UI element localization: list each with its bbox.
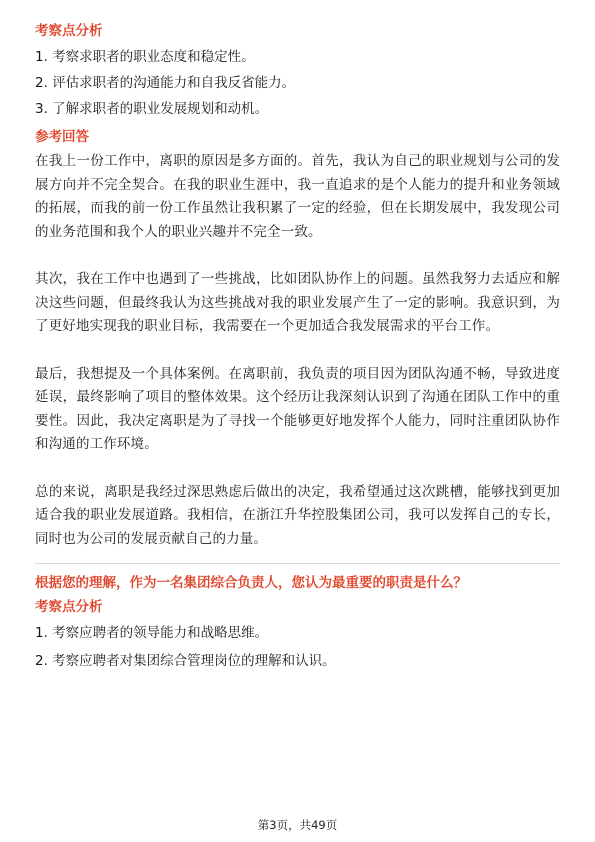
analysis-item-2: 2. 评估求职者的沟通能力和自我反省能力。 [35,75,296,91]
answer-paragraph-3: 最后，我想提及一个具体案例。在离职前，我负责的项目因为团队沟通不畅，导致进度延误，最终影响了项目的整体效果。这个经历让我深刻认识到了沟通在团队工作中的重要性。因此，我决定离职是为了寻找一个能够更好地发挥个人能力，同时注重团队协作和沟通的工作环境。 [35,365,560,452]
analysis2-item-1: 1. 考察应聘者的领导能力和战略思维。 [35,625,269,641]
document-page [35,22,560,670]
analysis2-item-2: 2. 考察应聘者对集团综合管理岗位的理解和认识。 [35,653,336,669]
question-title: 根据您的理解，作为一名集团综合负责人，您认为最重要的职责是什么？ [35,575,467,591]
analysis-item-3: 3. 了解求职者的职业发展规划和动机。 [35,101,269,117]
answer-paragraph-4: 总的来说，离职是我经过深思熟虑后做出的决定，我希望通过这次跳槽，能够找到更加适合我的职业发展道路。我相信，在浙江升华控股集团公司，我可以发挥自己的专长，同时也为公司的发展贡献自己的力量。 [35,483,560,547]
section-divider [35,563,560,564]
answer-heading: 参考回答 [35,129,89,145]
page-number: 第3页，共49页 [257,818,338,832]
analysis-item-1: 1. 考察求职者的职业态度和稳定性。 [35,49,255,65]
answer-paragraph-1: 在我上一份工作中，离职的原因是多方面的。首先，我认为自己的职业规划与公司的发展方向并不完全契合。在我的职业生涯中，我一直追求的是个人能力的提升和业务领域的拓展，而我的前一份工作虽然让我积累了一定的经验，但在长期发展中，我发现公司的业务范围和我个人的职业兴趣并不完全一致。 [35,153,560,240]
analysis-heading-2: 考察点分析 [35,599,103,615]
analysis-heading: 考察点分析 [35,23,103,39]
answer-paragraph-2: 其次，我在工作中也遇到了一些挑战，比如团队协作上的问题。虽然我努力去适应和解决这些问题，但最终我认为这些挑战对我的职业发展产生了一定的影响。我意识到，为了更好地实现我的职业目标，我需要在一个更加适合我发展需求的平台工作。 [35,271,560,334]
